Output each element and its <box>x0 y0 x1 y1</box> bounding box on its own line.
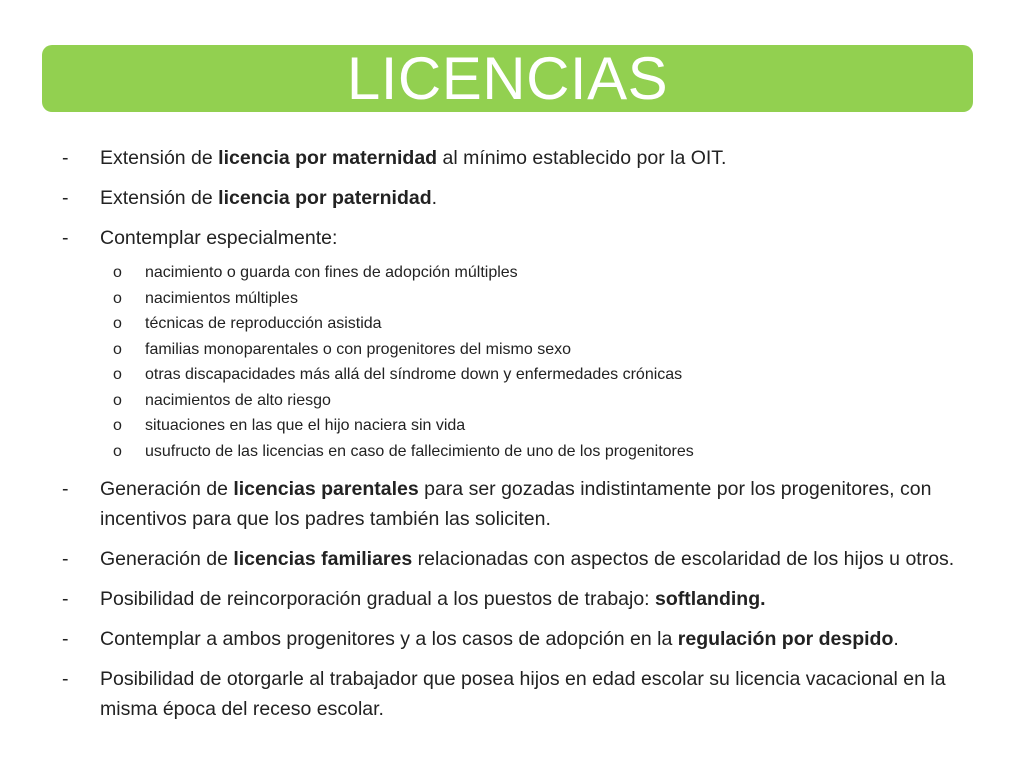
sub-bullet-text: situaciones en las que el hijo naciera sin vida <box>145 417 466 434</box>
bullet-text-segment: Contemplar a ambos progenitores y a los casos de adopción en la <box>100 628 678 650</box>
sub-bullet-marker: o <box>113 391 122 409</box>
sub-bullet-item <box>60 311 960 337</box>
bullet-item <box>60 474 960 534</box>
sub-bullet-item <box>60 362 960 388</box>
bullet-text <box>100 544 960 574</box>
sub-bullet-item <box>60 286 960 312</box>
bullet-marker: - <box>62 187 69 209</box>
sub-bullet-text: técnicas de reproducción asistida <box>145 315 382 332</box>
bullet-text-segment: al mínimo establecido por la OIT. <box>437 147 727 169</box>
bullet-item <box>60 584 960 614</box>
slide-title: LICENCIAS <box>346 44 669 112</box>
bullet-text <box>100 183 960 213</box>
bullet-marker: - <box>62 628 69 650</box>
bullet-marker: - <box>62 478 69 500</box>
sub-bullet-text: nacimientos múltiples <box>145 289 298 307</box>
sub-bullet-item <box>60 388 960 414</box>
bullet-text-bold: licencia por paternidad <box>218 187 432 209</box>
sub-bullet-marker: o <box>113 366 122 383</box>
bullet-marker: - <box>62 548 69 570</box>
sub-bullet-marker: o <box>113 289 122 307</box>
bullet-text <box>100 143 960 173</box>
sub-bullet-text: familias monoparentales o con progenitores del mismo sexo <box>145 340 571 358</box>
bullet-text-segment: Generación de <box>100 548 234 570</box>
bullet-marker: - <box>62 668 69 690</box>
sub-bullet-marker: o <box>113 417 122 434</box>
bullet-item <box>60 624 960 654</box>
sub-bullet-marker: o <box>113 442 122 460</box>
bullet-item <box>60 223 960 253</box>
bullet-text-bold: licencia por maternidad <box>218 147 438 169</box>
sub-bullet-marker: o <box>113 315 122 332</box>
bullet-marker: - <box>62 147 69 169</box>
bullet-marker: - <box>62 588 69 610</box>
bullet-text-segment: Contemplar especialmente: <box>100 227 338 249</box>
bullet-text-segment: relacionadas con aspectos de escolaridad de los hijos u otros. <box>412 548 955 570</box>
bullet-item <box>60 664 960 724</box>
sub-bullet-text: otras discapacidades más allá del síndrome down y enfermedades crónicas <box>145 366 683 383</box>
bullet-text <box>100 624 960 654</box>
bullet-item <box>60 544 960 574</box>
sub-bullet-text: nacimientos de alto riesgo <box>145 391 331 409</box>
bullet-text-segment: . <box>893 628 899 650</box>
sub-bullet-item <box>60 413 960 439</box>
bullet-item <box>60 143 960 173</box>
bullet-text-bold: softlanding. <box>655 588 766 610</box>
bullet-list <box>60 143 960 734</box>
title-bar <box>42 45 973 112</box>
bullet-text-bold: licencias parentales <box>233 478 419 500</box>
bullet-text-segment: Generación de <box>100 478 234 500</box>
bullet-text <box>100 474 960 534</box>
sub-bullet-text: usufructo de las licencias en caso de fallecimiento de uno de los progenitores <box>145 442 694 460</box>
bullet-marker: - <box>62 227 69 249</box>
bullet-text-segment: para ser gozadas indistintamente por los progenitores, con incentivos para que los padres también las soliciten. <box>100 478 932 530</box>
sub-bullet-text: nacimiento o guarda con fines de adopción múltiples <box>145 264 518 281</box>
bullet-item <box>60 183 960 213</box>
sub-bullet-item <box>60 260 960 286</box>
bullet-text-segment: Extensión de <box>100 187 219 209</box>
sub-bullet-list <box>60 260 960 464</box>
sub-bullet-marker: o <box>113 340 122 358</box>
bullet-text-segment: Posibilidad de otorgarle al trabajador que posea hijos en edad escolar su licencia vacacional en la misma época del receso escolar. <box>100 668 946 720</box>
bullet-text-segment: Posibilidad de reincorporación gradual a los puestos de trabajo: <box>100 588 656 610</box>
bullet-text-segment: Extensión de <box>100 147 219 169</box>
bullet-text <box>100 664 960 724</box>
bullet-text-bold: licencias familiares <box>233 548 413 570</box>
sub-bullet-item <box>60 439 960 465</box>
sub-bullet-marker: o <box>113 264 122 281</box>
bullet-text-bold: regulación por despido <box>677 628 894 650</box>
bullet-text-segment: . <box>431 187 438 209</box>
bullet-text <box>100 584 960 614</box>
sub-bullet-item <box>60 337 960 363</box>
bullet-text <box>100 223 960 253</box>
